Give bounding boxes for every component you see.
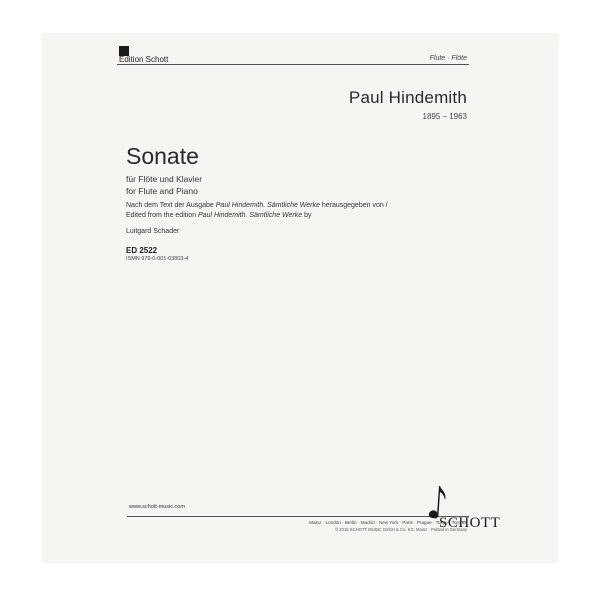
subtitle-english: for Flute and Piano bbox=[126, 186, 198, 196]
editor-name: Luitgard Schader bbox=[126, 228, 180, 235]
composer-name: Paul Hindemith bbox=[348, 88, 467, 107]
subtitle-german: für Flöte und Klavier bbox=[126, 174, 203, 184]
publisher-cities: Mainz · London · Berlin · Madrid · New York · Paris · Prague · Tokyo · Toronto bbox=[309, 520, 467, 525]
instrument-label: Flute · Flöte bbox=[429, 55, 467, 62]
composer-dates: 1895 – 1963 bbox=[422, 112, 467, 121]
copyright-notice: © 2015 SCHOTT MUSIC GmbH & Co. KG, Mainz · Printed in Germany bbox=[335, 527, 467, 532]
work-title: Sonate bbox=[126, 143, 199, 169]
header-divider bbox=[117, 64, 469, 65]
sheet-music-cover bbox=[43, 34, 557, 562]
edition-number: ED 2522 bbox=[126, 246, 158, 255]
schott-logo-text: SCHOTT bbox=[439, 515, 501, 531]
publisher-label: Edition Schott bbox=[119, 55, 169, 64]
website-link[interactable]: www.schott-music.com bbox=[129, 504, 185, 510]
edition-note-german: Nach dem Text der Ausgabe Paul Hindemith. Sämtliche Werke herausgegeben von / bbox=[126, 202, 388, 209]
ismn-number: ISMN 979-0-001-03803-4 bbox=[126, 256, 189, 262]
edition-note-english: Edited from the edition Paul Hindemith. Sämtliche Werke by bbox=[126, 212, 312, 219]
footer-divider bbox=[127, 516, 469, 517]
